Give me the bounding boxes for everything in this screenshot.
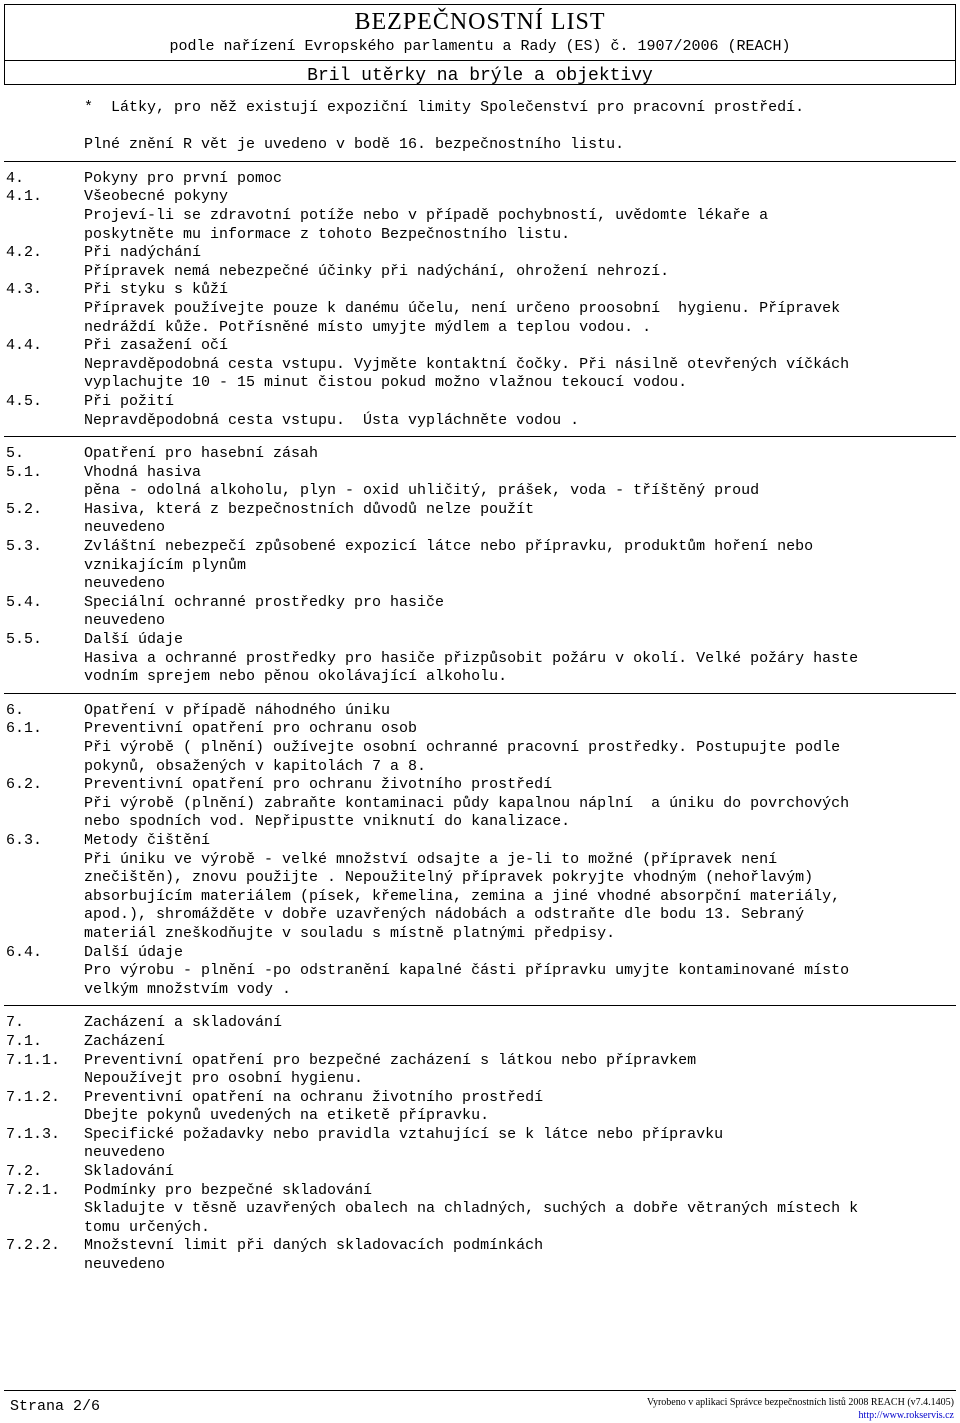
credit-text: Vyrobeno v aplikaci Správce bezpečnostních listů 2008 REACH (v7.4.1405) <box>646 1397 954 1408</box>
subsection-number: 7.1.2. <box>6 1088 61 1106</box>
section-divider <box>4 693 956 694</box>
subsection-heading <box>0 594 960 613</box>
subsection-title: Při požití <box>84 392 175 410</box>
footer-credit <box>647 1396 954 1422</box>
subsection-title: Zvláštní nebezpečí způsobené expozicí látce nebo přípravku, produktům hoření nebo <box>84 538 814 556</box>
note-fulltext: Plné znění R vět je uvedeno v bodě 16. bezpečnostního listu. <box>84 136 625 154</box>
subsection-title: Preventivní opatření pro bezpečné zacházení s látkou nebo přípravkem <box>84 1051 697 1069</box>
paragraph-line: neuvedeno <box>84 519 166 537</box>
paragraph-line: neuvedeno <box>84 575 166 593</box>
subsection-heading <box>0 832 960 851</box>
subsection-number: 5.4. <box>6 593 43 611</box>
subsection-title: Všeobecné pokyny <box>84 188 229 206</box>
subsection-number: 5.5. <box>6 631 43 649</box>
section-heading <box>0 1014 960 1033</box>
footer-divider <box>4 1390 956 1391</box>
paragraph-line: apod.), shromážděte v dobře uzavřených nádobách a odstraňte dle bodu 13. Sebraný <box>84 906 805 924</box>
paragraph-line: Projeví-li se zdravotní potíže nebo v případě pochybností, uvědomte lékaře a <box>84 206 769 224</box>
paragraph-line: neuvedeno <box>84 1256 166 1274</box>
paragraph-line: Při výrobě ( plnění) oužívejte osobní ochranné pracovní prostředky. Postupujte podle <box>84 739 841 756</box>
subsection-title: Při styku s kůží <box>84 281 229 299</box>
subsection-heading <box>0 1033 960 1052</box>
subsection-heading <box>0 1163 960 1182</box>
subsection-number: 5.3. <box>6 538 43 556</box>
subsection-heading <box>0 244 960 263</box>
document-header <box>4 4 956 85</box>
subsection-title: Množstevní limit při daných skladovacích podmínkách <box>84 1237 544 1255</box>
section-heading <box>0 702 960 721</box>
subsection-title: Specifické požadavky nebo pravidla vztahující se k látce nebo přípravku <box>84 1125 724 1143</box>
note-asterisk: * Látky, pro něž existují expoziční limity Společenství pro pracovní prostředí. <box>84 99 805 116</box>
paragraph-line: Nepravděpodobná cesta vstupu. Vyjměte kontaktní čočky. Při násilně otevřených víčkách <box>84 355 850 373</box>
subsection-heading <box>0 1126 960 1145</box>
subsection-heading <box>0 1089 960 1108</box>
subsection-heading <box>0 1052 960 1071</box>
paragraph-line: poskytněte mu informace z tohoto Bezpečnostního listu. <box>84 225 571 243</box>
subsection-title: Metody čištění <box>84 831 211 849</box>
subsection-number: 6.3. <box>6 831 43 849</box>
subsection-title: Zacházení <box>84 1032 166 1050</box>
subsection-heading <box>0 720 960 739</box>
subsection-title: Preventivní opatření pro ochranu životního prostředí <box>84 776 553 794</box>
section-divider <box>4 161 956 162</box>
paragraph-line: vodním sprejem nebo pěnou okolávající alkoholu. <box>84 668 508 686</box>
subsection-heading <box>0 188 960 207</box>
section-divider <box>4 436 956 437</box>
subsection-number: 7.2.2. <box>6 1237 61 1255</box>
paragraph-line: Dbejte pokynů uvedených na etiketě přípravku. <box>84 1107 490 1125</box>
subsection-title: Preventivní opatření pro ochranu osob <box>84 720 418 738</box>
subsection-title: Preventivní opatření na ochranu životního prostředí <box>84 1088 544 1106</box>
subsection-heading <box>0 538 960 557</box>
subsection-title-continued: vznikajícím plynům <box>84 556 247 574</box>
subsection-heading <box>0 337 960 356</box>
subsection-title: Další údaje <box>84 631 184 649</box>
subsection-heading <box>0 944 960 963</box>
subsection-heading <box>0 1237 960 1256</box>
paragraph-line: Hasiva a ochranné prostředky pro hasiče přizpůsobit požáru v okolí. Velké požáry haste <box>84 649 859 667</box>
document-title: BEZPEČNOSTNÍ LIST <box>354 9 606 35</box>
subsection-title: Hasiva, která z bezpečnostních důvodů nelze použít <box>84 500 535 518</box>
paragraph-line: nebo spodních vod. Nepřipustte vniknutí do kanalizace. <box>84 813 571 831</box>
section-number: 6. <box>6 701 25 719</box>
paragraph-line: materiál zneškodňujte v souladu s místně platnými předpisy. <box>84 924 616 942</box>
paragraph-line: tomu určených. <box>84 1218 211 1236</box>
subsection-number: 7.1.1. <box>6 1051 61 1069</box>
section-title: Opatření pro hasební zásah <box>84 445 319 463</box>
subsection-number: 4.4. <box>6 337 43 355</box>
subsection-number: 7.1. <box>6 1032 43 1050</box>
subsection-number: 5.2. <box>6 500 43 518</box>
subsection-heading <box>0 281 960 300</box>
section-divider <box>4 1005 956 1006</box>
paragraph-line: Nepoužívejt pro osobní hygienu. <box>84 1070 364 1088</box>
subsection-number: 4.1. <box>6 188 43 206</box>
subsection-title: Podmínky pro bezpečné skladování <box>84 1181 373 1199</box>
paragraph-line: pokynů, obsažených v kapitolách 7 a 8. <box>84 757 427 775</box>
product-name: Bril utěrky na brýle a objektivy <box>307 66 653 86</box>
paragraph-line: neuvedeno <box>84 1144 166 1162</box>
subsection-heading <box>0 393 960 412</box>
subsection-heading <box>0 1182 960 1201</box>
subsection-number: 4.2. <box>6 244 43 262</box>
paragraph-line: znečištěn), znovu použijte . Nepoužitelný přípravek pokryjte vhodným (nehořlavým) <box>84 869 814 887</box>
paragraph-line: neuvedeno <box>84 612 166 630</box>
subsection-title: Speciální ochranné prostředky pro hasiče <box>84 593 445 611</box>
subsection-heading <box>0 631 960 650</box>
credit-link[interactable]: http://www.rokservis.cz <box>858 1410 954 1421</box>
paragraph-line: Nepravděpodobná cesta vstupu. Ústa vypláchněte vodou . <box>84 411 580 429</box>
subsection-title: Skladování <box>84 1163 175 1181</box>
section-title: Opatření v případě náhodného úniku <box>84 701 391 719</box>
section-number: 5. <box>6 445 25 463</box>
subsection-number: 7.2. <box>6 1163 43 1181</box>
subsection-number: 6.4. <box>6 943 43 961</box>
section-number: 7. <box>6 1014 25 1032</box>
paragraph-line: Při úniku ve výrobě - velké množství odsajte a je-li to možné (přípravek není <box>84 850 778 868</box>
document-subtitle: podle nařízení Evropského parlamentu a Rady (ES) č. 1907/2006 (REACH) <box>169 38 791 55</box>
paragraph-line: Pro výrobu - plnění -po odstranění kapalné části přípravku umyjte kontaminované místo <box>84 962 850 980</box>
page-number: Strana 2/6 <box>10 1398 101 1415</box>
subsection-number: 6.2. <box>6 776 43 794</box>
subsection-title: Při nadýchání <box>84 244 202 262</box>
subsection-number: 4.5. <box>6 392 43 410</box>
section-title: Pokyny pro první pomoc <box>84 169 283 187</box>
paragraph-line: Přípravek nemá nebezpečné účinky při nadýchání, ohrožení nehrozí. <box>84 262 670 280</box>
header-divider <box>5 60 955 61</box>
paragraph-line: Při výrobě (plnění) zabraňte kontaminaci půdy kapalnou náplní a úniku do povrchových <box>84 794 850 812</box>
section-heading <box>0 170 960 189</box>
subsection-heading <box>0 776 960 795</box>
subsection-number: 7.1.3. <box>6 1125 61 1143</box>
subsection-number: 6.1. <box>6 720 43 738</box>
subsection-number: 7.2.1. <box>6 1181 61 1199</box>
paragraph-line: Skladujte v těsně uzavřených obalech na chladných, suchých a dobře větraných místech k <box>84 1200 859 1218</box>
paragraph-line: absorbujícím materiálem (písek, křemelina, zemina a jiné vhodné absorpční materiály, <box>84 887 841 905</box>
section-heading <box>0 445 960 464</box>
document-body <box>0 99 960 1275</box>
subsection-title: Při zasažení očí <box>84 337 229 355</box>
paragraph-line: vyplachujte 10 - 15 minut čistou pokud možno vlažnou tekoucí vodou. <box>84 374 688 392</box>
paragraph-line: Přípravek používejte pouze k danému účelu, není určeno proosobní hygienu. Přípravek <box>84 299 841 317</box>
paragraph-line: pěna - odolná alkoholu, plyn - oxid uhličitý, prášek, voda - tříštěný proud <box>84 482 760 500</box>
section-title: Zacházení a skladování <box>84 1014 283 1032</box>
subsection-number: 4.3. <box>6 281 43 299</box>
subsection-number: 5.1. <box>6 463 43 481</box>
subsection-heading <box>0 464 960 483</box>
subsection-heading <box>0 501 960 520</box>
subsection-title: Další údaje <box>84 943 184 961</box>
paragraph-line: velkým množstvím vody . <box>84 980 292 998</box>
subsection-title: Vhodná hasiva <box>84 463 202 481</box>
paragraph-line: nedráždí kůže. Potřísněné místo umyjte mýdlem a teplou vodou. . <box>84 318 652 336</box>
section-number: 4. <box>6 169 25 187</box>
